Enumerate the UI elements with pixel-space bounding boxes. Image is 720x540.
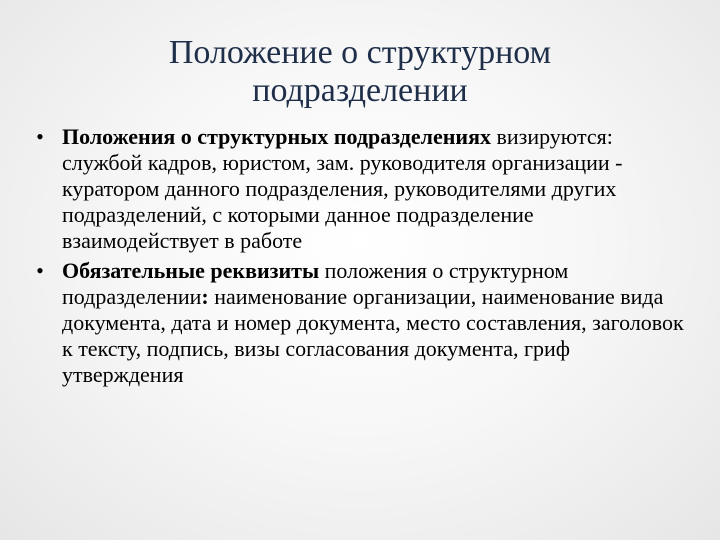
slide-body	[30, 124, 690, 392]
bullet-item-requisites	[30, 258, 690, 388]
bullet-bold-text: Обязательные реквизиты	[62, 258, 320, 283]
bullet-colon: :	[201, 284, 209, 309]
bullet-bold-text: Положения о структурных подразделениях	[62, 124, 491, 149]
slide-title	[120, 34, 600, 110]
bullet-item-approval	[30, 124, 690, 254]
title-line-1: Положение о структурном	[168, 34, 552, 71]
bullet-marker: •	[36, 124, 44, 149]
bullet-text: наименование организации, наименование вида документа, дата и номер документа, место составления, заголовок к тексту, подпись, визы согласования документа, гриф утверждения	[62, 284, 684, 387]
bullet-text: визируются: службой кадров, юристом, зам. руководителя организации - куратором данного подразделения, руководителями других подразделений, с которыми данное подразделение взаимодействует в работе	[62, 124, 623, 253]
bullet-marker: •	[36, 258, 44, 283]
bullet-text-middle: положения о структурном подразделении	[62, 258, 569, 309]
title-line-2: подразделении	[252, 72, 468, 109]
